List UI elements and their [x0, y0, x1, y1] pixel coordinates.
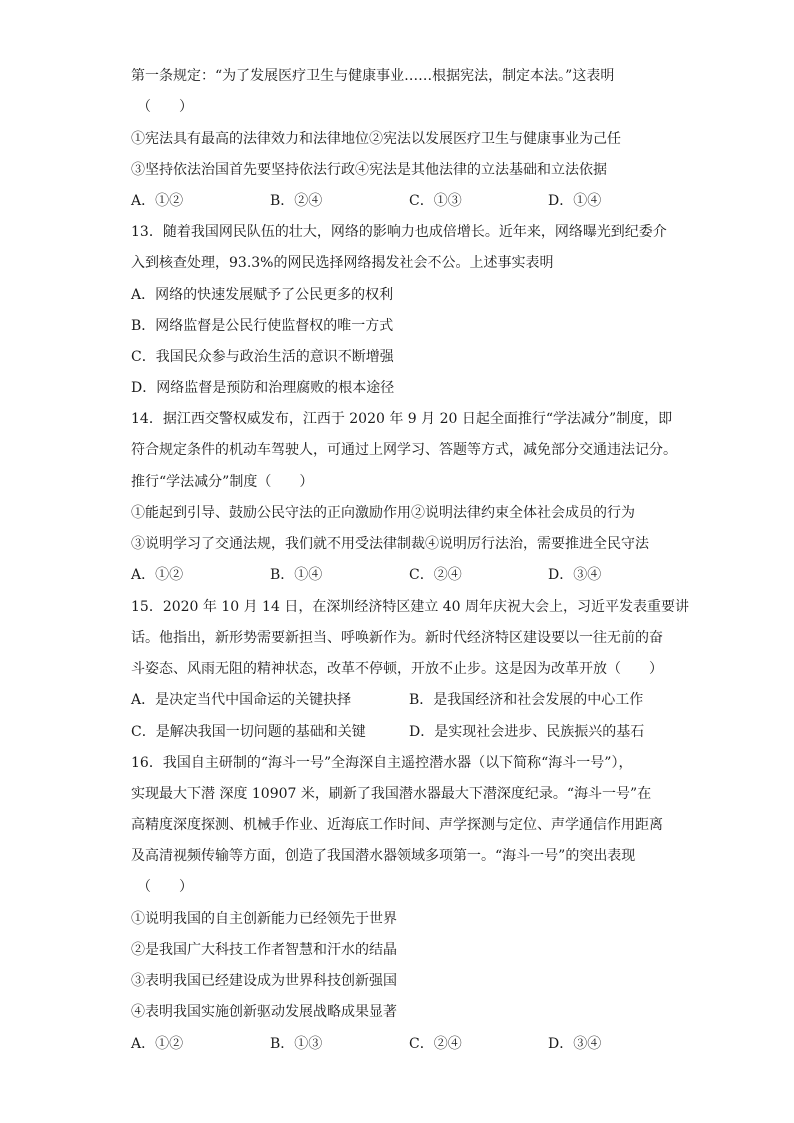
q12-statements-line-1: ①宪法具有最高的法律效力和法律地位②宪法以发展医疗卫生与健康事业为己任 [131, 131, 621, 147]
q14-option-d[interactable]: D．③④ [548, 567, 602, 583]
q14-stem-line-2: 符合规定条件的机动车驾驶人，可通过上网学习、答题等方式，减免部分交通违法记分。 [131, 442, 677, 458]
q12-option-b[interactable]: B．②④ [270, 193, 323, 209]
q14-statements-line-1: ①能起到引导、鼓励公民守法的正向激励作用②说明法律约束全体社会成员的行为 [131, 505, 635, 521]
q15-stem-line-2: 话。他指出，新形势需要新担当、呼唤新作为。新时代经济特区建设要以一往无前的奋 [131, 630, 663, 646]
q16-option-c[interactable]: C．②④ [409, 1036, 462, 1052]
q12-stem-line-1: 第一条规定：“为了发展医疗卫生与健康事业……根据宪法，制定本法。”这表明 [131, 68, 615, 84]
q15-stem-line-3: 斗姿态、风雨无阻的精神状态，改革不停顿，开放不止步。这是因为改革开放（ ） [131, 661, 663, 677]
q12-option-a[interactable]: A．①② [131, 193, 184, 209]
q15-stem-line-1: 15．2020 年 10 月 14 日，在深圳经济特区建立 40 周年庆祝大会上，习近平发表重要讲 [131, 599, 690, 615]
q14-statements-line-2: ③说明学习了交通法规，我们就不用受法律制裁④说明厉行法治，需要推进全民守法 [131, 536, 649, 552]
q15-option-b[interactable]: B．是我国经济和社会发展的中心工作 [409, 692, 644, 708]
q14-stem-line-3: 推行“学法减分”制度（ ） [131, 474, 314, 490]
q13-option-a[interactable]: A．网络的快速发展赋予了公民更多的权利 [131, 287, 394, 303]
q16-stem-line-3: 高精度深度探测、机械手作业、近海底工作时间、声学探测与定位、声学通信作用距离 [131, 817, 663, 833]
q16-statement-1: ①说明我国的自主创新能力已经领先于世界 [131, 911, 397, 927]
q16-statement-4: ④表明我国实施创新驱动发展战略成果显著 [131, 1004, 397, 1020]
q16-statement-2: ②是我国广大科技工作者智慧和汗水的结晶 [131, 942, 397, 958]
q13-stem-line-2: 入到核查处理，93.3%的网民选择网络揭发社会不公。上述事实表明 [131, 255, 554, 271]
q16-statement-3: ③表明我国已经建设成为世界科技创新强国 [131, 973, 397, 989]
q16-stem-line-4: 及高清视频传输等方面，创造了我国潜水器领域多项第一。“海斗一号”的突出表现 [131, 848, 636, 864]
q16-option-d[interactable]: D．③④ [548, 1036, 602, 1052]
q12-answer-blank: （ ） [137, 99, 193, 115]
q12-option-c[interactable]: C．①③ [409, 193, 462, 209]
q13-option-d[interactable]: D．网络监督是预防和治理腐败的根本途径 [131, 380, 395, 396]
q15-option-c[interactable]: C．是解决我国一切问题的基础和关键 [131, 724, 366, 740]
q14-option-c[interactable]: C．②④ [409, 567, 462, 583]
q13-option-b[interactable]: B．网络监督是公民行使监督权的唯一方式 [131, 318, 394, 334]
q16-option-b[interactable]: B．①③ [270, 1036, 323, 1052]
q16-stem-line-1: 16．我国自主研制的“海斗一号”全海深自主遥控潜水器（以下简称“海斗一号”）， [131, 755, 633, 771]
q16-option-a[interactable]: A．①② [131, 1036, 184, 1052]
q15-option-d[interactable]: D．是实现社会进步、民族振兴的基石 [409, 724, 645, 740]
q13-option-c[interactable]: C．我国民众参与政治生活的意识不断增强 [131, 349, 394, 365]
q13-stem-line-1: 13．随着我国网民队伍的壮大，网络的影响力也成倍增长。近年来，网络曝光到纪委介 [131, 224, 667, 240]
q15-option-a[interactable]: A．是决定当代中国命运的关键抉择 [131, 692, 352, 708]
q16-stem-line-2: 实现最大下潜 深度 10907 米，刷新了我国潜水器最大下潜深度纪录。“海斗一号”在 [131, 786, 652, 802]
q14-option-b[interactable]: B．①④ [270, 567, 323, 583]
q14-option-a[interactable]: A．①② [131, 567, 184, 583]
q12-option-d[interactable]: D．①④ [548, 193, 602, 209]
q12-statements-line-2: ③坚持依法治国首先要坚持依法行政④宪法是其他法律的立法基础和立法依据 [131, 162, 607, 178]
q16-answer-blank: （ ） [137, 879, 193, 895]
q14-stem-line-1: 14．据江西交警权威发布，江西于 2020 年 9 月 20 日起全面推行“学法减分”制度，即 [131, 411, 673, 427]
